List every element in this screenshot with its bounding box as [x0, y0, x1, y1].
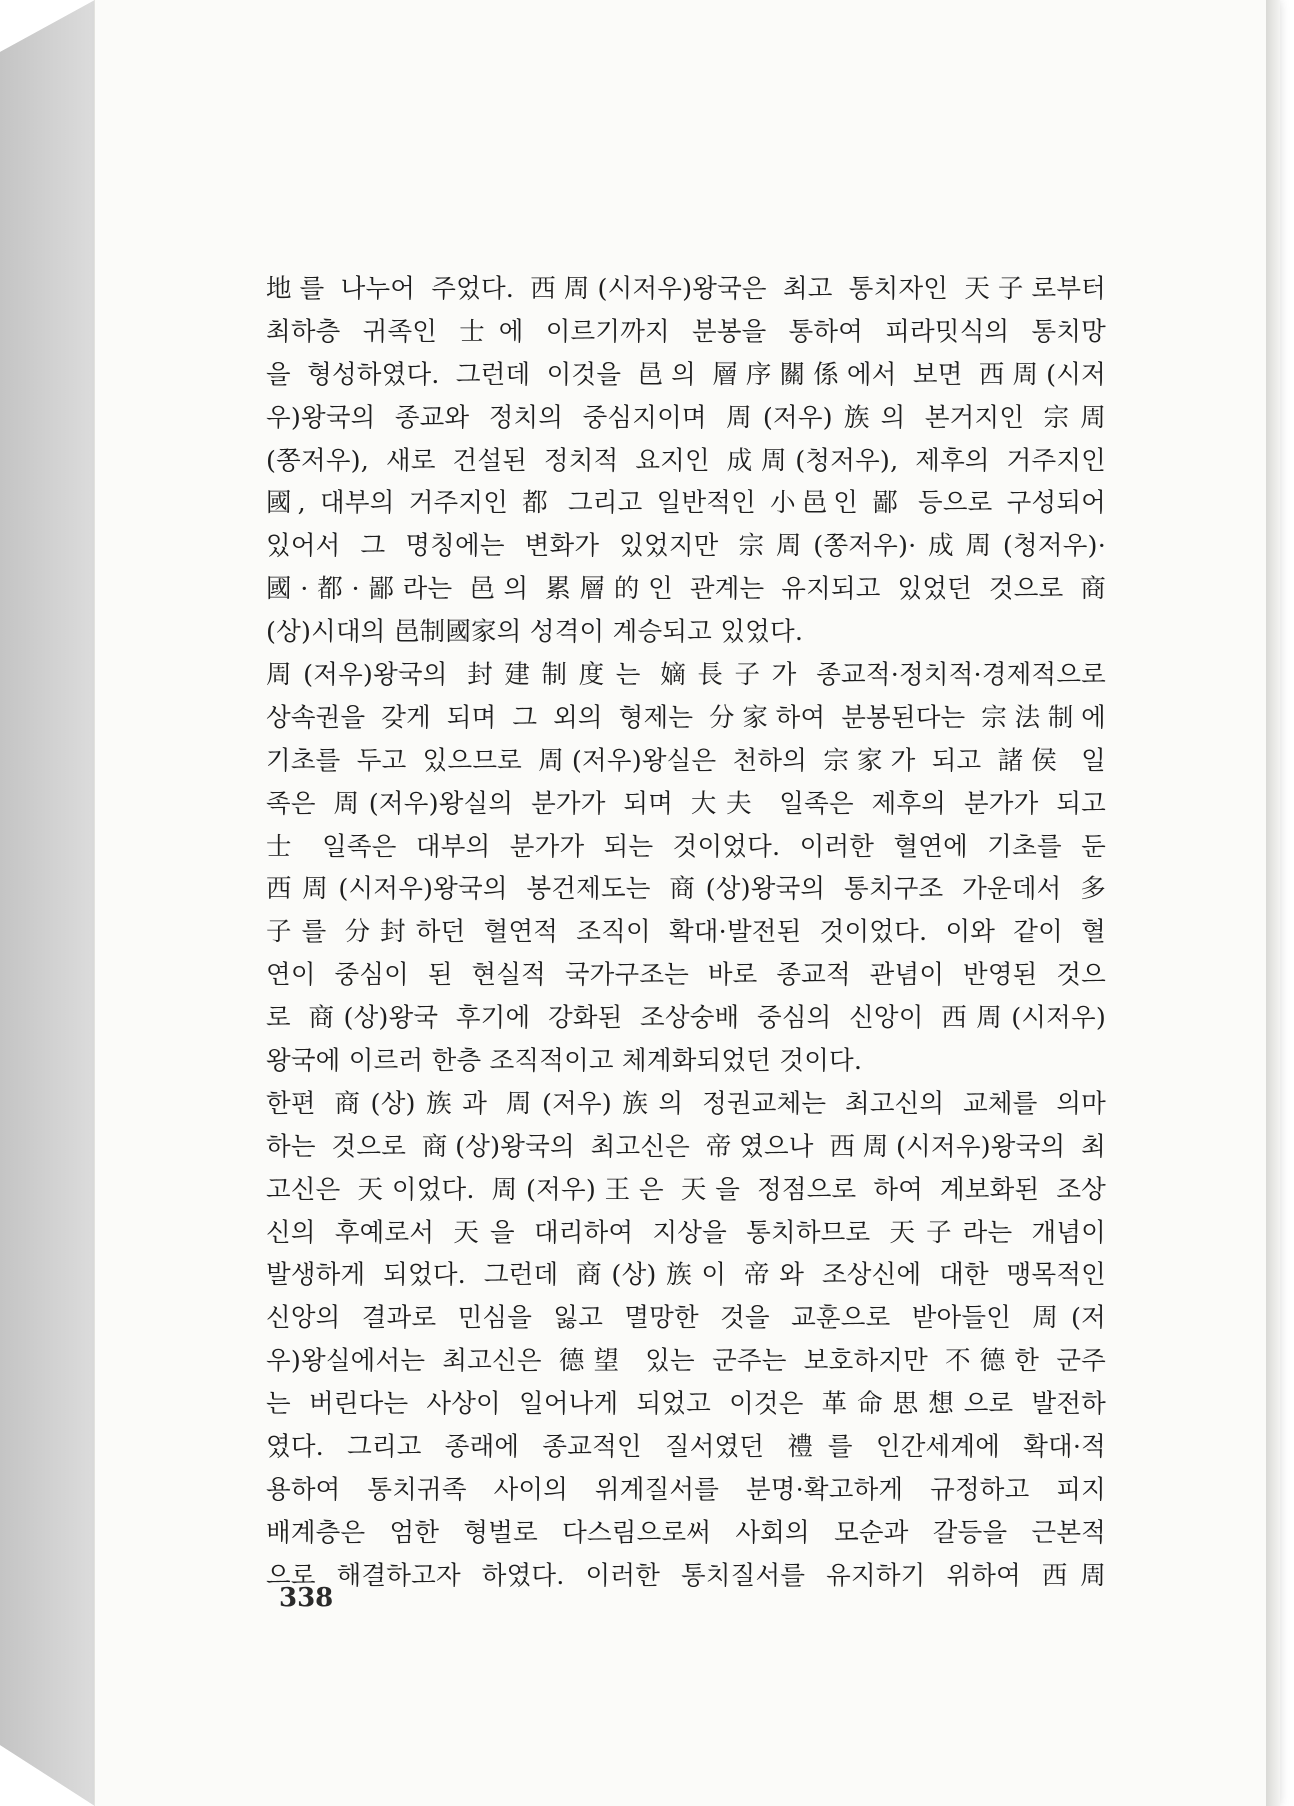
text-line: 士 일족은 대부의 분가가 되는 것이었다. 이러한 혈연에 기초를 둔 [266, 831, 1106, 862]
page-number: 338 [279, 1583, 334, 1613]
text-line: 우)왕실에서는 최고신은 德望 있는 군주는 보호하지만 不德한 군주 [266, 1346, 1106, 1377]
text-line: 상속권을 갖게 되며 그 외의 형제는 分家하여 분봉된다는 宗法制에 [266, 702, 1106, 733]
text-line: 으로 해결하고자 하였다. 이러한 통치질서를 유지하기 위하여 西周 [266, 1560, 1106, 1591]
text-line: 기초를 두고 있으므로 周(저우)왕실은 천하의 宗家가 되고 諸侯 일 [266, 745, 1106, 776]
text-line: 子를 分封하던 혈연적 조직이 확대·발전된 것이었다. 이와 같이 혈 [266, 917, 1106, 948]
text-line: 연이 중심이 된 현실적 국가구조는 바로 종교적 관념이 반영된 것으 [266, 960, 1106, 991]
text-line: 최하층 귀족인 士에 이르기까지 분봉을 통하여 피라밋식의 통치망 [266, 316, 1106, 347]
paragraph-start-line: 한편 商(상)族과 周(저우)族의 정권교체는 최고신의 교체를 의마 [266, 1088, 1106, 1119]
paragraph-start-line: 周(저우)왕국의 封建制度는 嫡長子가 종교적·정치적·경제적으로 [266, 660, 1106, 691]
text-line: 신앙의 결과로 민심을 잃고 멸망한 것을 교훈으로 받아들인 周(저 [266, 1303, 1106, 1334]
text-line: 고신은 天이었다. 周(저우)王은 天을 정점으로 하여 계보화된 조상 [266, 1174, 1106, 1205]
text-line: 왕국에 이르러 한층 조직적이고 체계화되었던 것이다. [266, 1046, 863, 1077]
text-line: 였다. 그리고 종래에 종교적인 질서였던 禮를 인간세계에 확대·적 [266, 1432, 1106, 1463]
text-line: 을 형성하였다. 그런데 이것을 邑의 層序關係에서 보면 西周(시저 [266, 359, 1106, 390]
text-line: 용하여 통치귀족 사이의 위계질서를 분명·확고하게 규정하고 피지 [266, 1474, 1106, 1505]
page-edge [1266, 0, 1280, 1806]
text-line: 는 버린다는 사상이 일어나게 되었고 이것은 革命思想으로 발전하 [266, 1389, 1106, 1420]
text-line: (상)시대의 邑制國家의 성격이 계승되고 있었다. [266, 617, 804, 648]
text-line: 배계층은 엄한 형벌로 다스림으로써 사회의 모순과 갈등을 근본적 [266, 1517, 1106, 1548]
text-line: 족은 周(저우)왕실의 분가가 되며 大夫 일족은 제후의 분가가 되고 [266, 788, 1106, 819]
text-line: (쫑저우), 새로 건설된 정치적 요지인 成周(청저우), 제후의 거주지인 [266, 445, 1106, 476]
text-line: 國·都·鄙라는 邑의 累層的인 관계는 유지되고 있었던 것으로 商 [266, 574, 1106, 605]
text-line: 하는 것으로 商(상)왕국의 최고신은 帝였으나 西周(시저우)왕국의 최 [266, 1131, 1106, 1162]
text-line: 國, 대부의 거주지인 都 그리고 일반적인 小邑인 鄙 등으로 구성되어 [266, 488, 1106, 519]
text-line: 신의 후예로서 天을 대리하여 지상을 통치하므로 天子라는 개념이 [266, 1217, 1106, 1248]
text-line: 우)왕국의 종교와 정치의 중심지이며 周(저우)族의 본거지인 宗周 [266, 402, 1106, 433]
text-line: 발생하게 되었다. 그런데 商(상)族이 帝와 조상신에 대한 맹목적인 [266, 1260, 1106, 1291]
body-text [266, 268, 1106, 1598]
text-line: 地를 나누어 주었다. 西周(시저우)왕국은 최고 통치자인 天子로부터 [266, 274, 1106, 304]
text-line: 있어서 그 명칭에는 변화가 있었지만 宗周(쫑저우)·成周(청저우)· [266, 531, 1106, 562]
text-line: 로 商(상)왕국 후기에 강화된 조상숭배 중심의 신앙이 西周(시저우) [266, 1003, 1106, 1034]
text-line: 西周(시저우)왕국의 봉건제도는 商(상)왕국의 통치구조 가운데서 多 [266, 874, 1106, 905]
